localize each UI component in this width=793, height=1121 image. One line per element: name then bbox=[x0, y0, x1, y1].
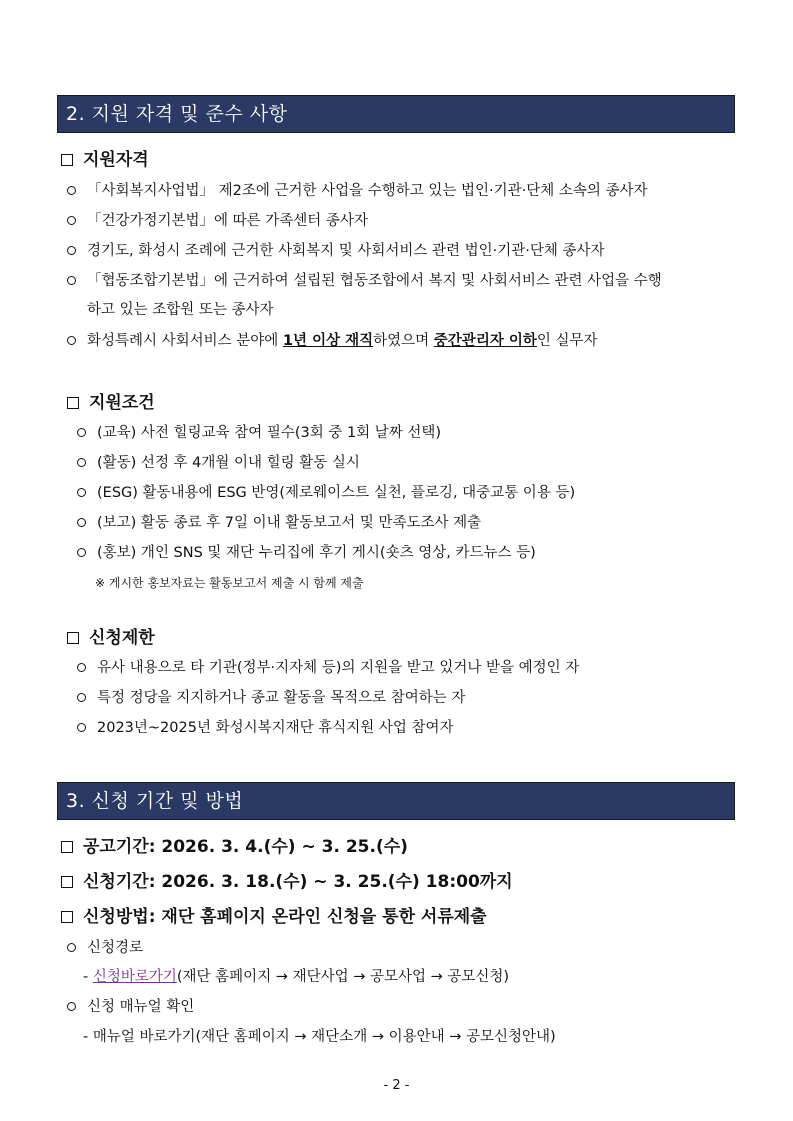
restrictions-heading: 신청제한 bbox=[67, 627, 155, 649]
emphasis-position: 중간관리자 이하 bbox=[433, 333, 537, 349]
eligibility-item-5: 화성특례시 사회서비스 분야에 1년 이상 재직하였으며 중간관리자 이하인 실무자 bbox=[67, 331, 598, 351]
circle-bullet-icon bbox=[77, 693, 86, 702]
circle-bullet-icon bbox=[67, 216, 76, 225]
circle-bullet-icon bbox=[77, 663, 86, 672]
condition-item-5: (홍보) 개인 SNS 및 재단 누리집에 후기 게시(숏츠 영상, 카드뉴스 등) bbox=[77, 543, 536, 563]
manual-detail: - 매뉴얼 바로가기(재단 홈페이지 → 재단소개 → 이용안내 → 공모신청안내) bbox=[83, 1029, 556, 1045]
section-3-header bbox=[57, 782, 735, 820]
section-2-header bbox=[57, 95, 735, 133]
circle-bullet-icon bbox=[77, 428, 86, 437]
circle-bullet-icon bbox=[77, 488, 86, 497]
circle-bullet-icon bbox=[77, 723, 86, 732]
apply-period: 신청기간: 2026. 3. 18.(수) ~ 3. 25.(수) 18:00까지 bbox=[61, 871, 513, 893]
apply-method: 신청방법: 재단 홈페이지 온라인 신청을 통한 서류제출 bbox=[61, 906, 487, 928]
section-3-title: 3. 신청 기간 및 방법 bbox=[66, 790, 244, 812]
eligibility-item-4-continued: 하고 있는 조합원 또는 종사자 bbox=[87, 302, 274, 318]
circle-bullet-icon bbox=[67, 336, 76, 345]
checkbox-square-icon bbox=[67, 632, 79, 644]
restriction-item-2: 특정 정당을 지지하거나 종교 활동을 목적으로 참여하는 자 bbox=[77, 688, 465, 708]
circle-bullet-icon bbox=[77, 458, 86, 467]
checkbox-square-icon bbox=[61, 154, 73, 166]
apply-route: 신청경로 bbox=[67, 938, 143, 958]
apply-route-detail: - 신청바로가기(재단 홈페이지 → 재단사업 → 공모사업 → 공모신청) bbox=[83, 969, 510, 985]
checkbox-square-icon bbox=[61, 841, 73, 853]
circle-bullet-icon bbox=[67, 186, 76, 195]
checkbox-square-icon bbox=[67, 397, 79, 409]
section-2-title: 2. 지원 자격 및 준수 사항 bbox=[66, 103, 288, 125]
page-number: - 2 - bbox=[383, 1078, 410, 1093]
condition-note: ※ 게시한 홍보자료는 활동보고서 제출 시 함께 제출 bbox=[95, 576, 364, 590]
circle-bullet-icon bbox=[67, 246, 76, 255]
circle-bullet-icon bbox=[67, 1002, 76, 1011]
restriction-item-3: 2023년~2025년 화성시복지재단 휴식지원 사업 참여자 bbox=[77, 718, 454, 738]
emphasis-tenure: 1년 이상 재직 bbox=[282, 333, 374, 349]
circle-bullet-icon bbox=[77, 548, 86, 557]
dash-icon: - bbox=[83, 969, 93, 985]
circle-bullet-icon bbox=[67, 276, 76, 285]
circle-bullet-icon bbox=[77, 518, 86, 527]
condition-item-2: (활동) 선정 후 4개월 이내 힐링 활동 실시 bbox=[77, 453, 360, 473]
eligibility-heading: 지원자격 bbox=[61, 149, 149, 171]
eligibility-item-3: 경기도, 화성시 조례에 근거한 사회복지 및 사회서비스 관련 법인·기관·단체 종사자 bbox=[67, 241, 605, 261]
conditions-heading: 지원조건 bbox=[67, 392, 155, 414]
eligibility-item-4: 「협동조합기본법」에 근거하여 설립된 협동조합에서 복지 및 사회서비스 관련 사업을 수행 bbox=[67, 271, 662, 291]
apply-shortcut-link[interactable]: 신청바로가기 bbox=[92, 969, 177, 985]
condition-item-4: (보고) 활동 종료 후 7일 이내 활동보고서 및 만족도조사 제출 bbox=[77, 513, 481, 533]
checkbox-square-icon bbox=[61, 911, 73, 923]
checkbox-square-icon bbox=[61, 876, 73, 888]
condition-item-3: (ESG) 활동내용에 ESG 반영(제로웨이스트 실천, 플로깅, 대중교통 이용 등) bbox=[77, 483, 575, 503]
notice-period: 공고기간: 2026. 3. 4.(수) ~ 3. 25.(수) bbox=[61, 836, 408, 858]
circle-bullet-icon bbox=[67, 943, 76, 952]
manual-check: 신청 매뉴얼 확인 bbox=[67, 997, 194, 1017]
restriction-item-1: 유사 내용으로 타 기관(정부·지자체 등)의 지원을 받고 있거나 받을 예정인 자 bbox=[77, 658, 579, 678]
condition-item-1: (교육) 사전 힐링교육 참여 필수(3회 중 1회 날짜 선택) bbox=[77, 423, 441, 443]
eligibility-item-1: 「사회복지사업법」 제2조에 근거한 사업을 수행하고 있는 법인·기관·단체 소속의 종사자 bbox=[67, 181, 648, 201]
eligibility-item-2: 「건강가정기본법」에 따른 가족센터 종사자 bbox=[67, 211, 368, 231]
dash-icon: - bbox=[83, 1029, 93, 1045]
